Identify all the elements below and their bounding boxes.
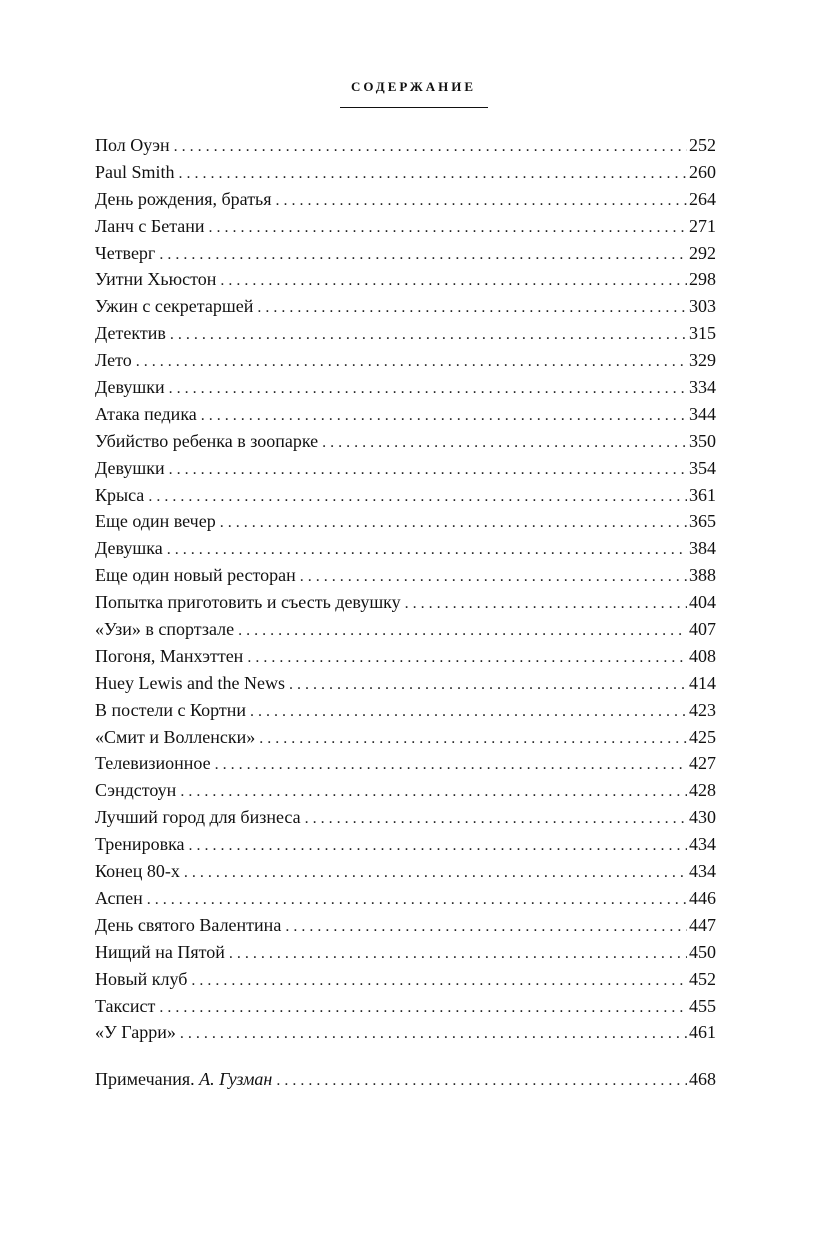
notes-author: А. Гузман bbox=[199, 1069, 273, 1089]
toc-entry-page: 384 bbox=[689, 538, 716, 559]
dot-leader bbox=[169, 457, 687, 484]
toc-entry-page: 434 bbox=[689, 861, 716, 882]
toc-entry-title: Убийство ребенка в зоопарке bbox=[95, 430, 319, 451]
toc-entry-title: Аспен bbox=[95, 887, 143, 908]
dot-leader bbox=[189, 833, 687, 860]
toc-entry-title: День рождения, братья bbox=[95, 188, 272, 209]
toc-entry-title: Еще один вечер bbox=[95, 511, 216, 532]
toc-entry-title: Пол Оуэн bbox=[95, 135, 170, 155]
toc-row[interactable] bbox=[95, 589, 716, 616]
toc-entry-page: 447 bbox=[689, 914, 716, 935]
toc-entry-page: 365 bbox=[689, 511, 716, 532]
dot-leader bbox=[170, 322, 687, 349]
toc-entry-title: Ужин с секретаршей bbox=[95, 296, 254, 317]
dot-leader bbox=[259, 726, 687, 753]
toc-entry-page: 252 bbox=[689, 135, 716, 155]
toc-row[interactable] bbox=[95, 966, 716, 993]
toc-entry-title: «Узи» в спортзале bbox=[95, 619, 235, 640]
toc-entry-title: Крыса bbox=[95, 484, 145, 505]
dot-leader bbox=[179, 161, 687, 188]
dot-leader bbox=[405, 591, 687, 618]
toc-row[interactable] bbox=[95, 347, 716, 374]
toc-row[interactable] bbox=[95, 213, 716, 240]
dot-leader bbox=[209, 215, 687, 242]
dot-leader bbox=[136, 349, 687, 376]
toc-entry-title: Атака педика bbox=[95, 403, 197, 424]
page-title: СОДЕРЖАНИЕ bbox=[340, 79, 488, 108]
toc-entry-title: Четверг bbox=[95, 242, 156, 263]
toc-entry-page: 455 bbox=[689, 995, 716, 1016]
toc-entry-page: 303 bbox=[689, 296, 716, 317]
toc-entry-page: 407 bbox=[689, 619, 716, 640]
toc-entry-page: 298 bbox=[689, 269, 716, 290]
toc-entry-title: Новый клуб bbox=[95, 968, 188, 989]
dot-leader bbox=[257, 295, 687, 322]
dot-leader bbox=[276, 1068, 687, 1095]
toc-entry-title: Лучший город для бизнеса bbox=[95, 807, 301, 828]
toc-row[interactable] bbox=[95, 132, 716, 159]
toc-entry-title: В постели с Кортни bbox=[95, 699, 247, 720]
toc-entry-page: 452 bbox=[689, 968, 716, 989]
toc-entry-title: Ланч с Бетани bbox=[95, 215, 205, 236]
toc-row[interactable] bbox=[95, 320, 716, 347]
toc-row[interactable] bbox=[95, 1019, 716, 1046]
toc-row[interactable] bbox=[95, 643, 716, 670]
toc-entry-title: Девушки bbox=[95, 457, 165, 478]
toc-entry-page: 461 bbox=[689, 1022, 716, 1043]
toc-row[interactable] bbox=[95, 1066, 716, 1093]
dot-leader bbox=[215, 752, 687, 779]
toc-row[interactable] bbox=[95, 428, 716, 455]
toc-entry-title bbox=[95, 1066, 276, 1093]
toc-entry-page: 329 bbox=[689, 350, 716, 371]
toc-entry-page: 423 bbox=[689, 699, 716, 720]
toc-entry-page: 350 bbox=[689, 430, 716, 451]
toc-row[interactable] bbox=[95, 993, 716, 1020]
dot-leader bbox=[180, 1021, 687, 1048]
toc-row[interactable] bbox=[95, 670, 716, 697]
toc-entry-title: Конец 80-х bbox=[95, 861, 180, 882]
toc-row[interactable] bbox=[95, 912, 716, 939]
dot-leader bbox=[300, 564, 687, 591]
toc-entry-page: 344 bbox=[689, 403, 716, 424]
toc-entry-title: Huey Lewis and the News bbox=[95, 672, 285, 693]
table-of-contents bbox=[95, 132, 716, 1046]
toc-entry-page: 430 bbox=[689, 807, 716, 828]
toc-entry-title: Уитни Хьюстон bbox=[95, 269, 217, 290]
toc-entry-page: 271 bbox=[689, 215, 716, 236]
toc-entry-title: День святого Валентина bbox=[95, 914, 282, 935]
toc-entry-title: Девушка bbox=[95, 538, 163, 559]
toc-entry-page: 315 bbox=[689, 323, 716, 344]
toc-entry-title: Девушки bbox=[95, 377, 165, 398]
dot-leader bbox=[174, 134, 687, 161]
dot-leader bbox=[229, 941, 687, 968]
toc-entry-title: Лето bbox=[95, 350, 132, 371]
toc-entry-page: 361 bbox=[689, 484, 716, 505]
dot-leader bbox=[238, 618, 687, 645]
toc-entry-title: Телевизионное bbox=[95, 753, 211, 774]
toc-row[interactable] bbox=[95, 186, 716, 213]
dot-leader bbox=[305, 806, 687, 833]
toc-entry-page: 404 bbox=[689, 592, 716, 613]
notes-title: Примечания. bbox=[95, 1069, 195, 1089]
dot-leader bbox=[276, 188, 687, 215]
toc-entry-title: «Смит и Волленски» bbox=[95, 726, 256, 747]
dot-leader bbox=[201, 403, 687, 430]
toc-row[interactable] bbox=[95, 293, 716, 320]
toc-row[interactable] bbox=[95, 374, 716, 401]
dot-leader bbox=[169, 376, 687, 403]
dot-leader bbox=[247, 645, 687, 672]
toc-row[interactable] bbox=[95, 616, 716, 643]
toc-entry-page: 428 bbox=[689, 780, 716, 801]
dot-leader bbox=[250, 699, 687, 726]
toc-entry-title: Тренировка bbox=[95, 834, 185, 855]
dot-leader bbox=[220, 268, 687, 295]
dot-leader bbox=[285, 914, 687, 941]
toc-row[interactable] bbox=[95, 535, 716, 562]
toc-entry-page: 292 bbox=[689, 242, 716, 263]
toc-row[interactable] bbox=[95, 750, 716, 777]
dot-leader bbox=[322, 430, 687, 457]
toc-entry-page: 408 bbox=[689, 645, 716, 666]
toc-entry-page: 334 bbox=[689, 377, 716, 398]
toc-entry-page: 354 bbox=[689, 457, 716, 478]
dot-leader bbox=[220, 510, 687, 537]
toc-entry-page: 388 bbox=[689, 565, 716, 586]
toc-row[interactable] bbox=[95, 401, 716, 428]
toc-row[interactable] bbox=[95, 939, 716, 966]
toc-entry-page: 414 bbox=[689, 672, 716, 693]
toc-entry-page: 446 bbox=[689, 887, 716, 908]
toc-entry-page: 264 bbox=[689, 188, 716, 209]
toc-entry-title: Сэндстоун bbox=[95, 780, 177, 801]
toc-entry-page: 468 bbox=[689, 1069, 716, 1089]
toc-entry-title: Попытка приготовить и съесть девушку bbox=[95, 592, 401, 613]
toc-entry-page: 425 bbox=[689, 726, 716, 747]
toc-entry-title: Детектив bbox=[95, 323, 166, 344]
toc-entry-title: Таксист bbox=[95, 995, 156, 1016]
toc-row[interactable] bbox=[95, 508, 716, 535]
toc-entry-page: 427 bbox=[689, 753, 716, 774]
toc-row[interactable] bbox=[95, 266, 716, 293]
toc-row[interactable] bbox=[95, 777, 716, 804]
dot-leader bbox=[147, 887, 687, 914]
dot-leader bbox=[289, 672, 687, 699]
toc-row[interactable] bbox=[95, 885, 716, 912]
toc-entry-page: 434 bbox=[689, 834, 716, 855]
toc-row[interactable] bbox=[95, 562, 716, 589]
toc-entry-title: Нищий на Пятой bbox=[95, 941, 225, 962]
dot-leader bbox=[180, 779, 687, 806]
toc-row[interactable] bbox=[95, 697, 716, 724]
toc-entry-page: 450 bbox=[689, 941, 716, 962]
dot-leader bbox=[191, 968, 687, 995]
toc-notes-entry[interactable] bbox=[95, 1066, 716, 1093]
dot-leader bbox=[184, 860, 687, 887]
toc-row[interactable] bbox=[95, 455, 716, 482]
dot-leader bbox=[148, 484, 687, 511]
dot-leader bbox=[159, 995, 687, 1022]
toc-row[interactable] bbox=[95, 482, 716, 509]
toc-row[interactable] bbox=[95, 804, 716, 831]
toc-row[interactable] bbox=[95, 240, 716, 267]
dot-leader bbox=[159, 242, 687, 269]
toc-entry-title: Погоня, Манхэттен bbox=[95, 645, 244, 666]
toc-entry-title: «У Гарри» bbox=[95, 1022, 176, 1043]
toc-row[interactable] bbox=[95, 724, 716, 751]
toc-row[interactable] bbox=[95, 858, 716, 885]
toc-entry-title: Еще один новый ресторан bbox=[95, 565, 296, 586]
toc-entry-title: Paul Smith bbox=[95, 161, 175, 182]
dot-leader bbox=[167, 537, 687, 564]
toc-row[interactable] bbox=[95, 831, 716, 858]
page-header bbox=[0, 78, 827, 108]
toc-row[interactable] bbox=[95, 159, 716, 186]
toc-entry-page: 260 bbox=[689, 161, 716, 182]
